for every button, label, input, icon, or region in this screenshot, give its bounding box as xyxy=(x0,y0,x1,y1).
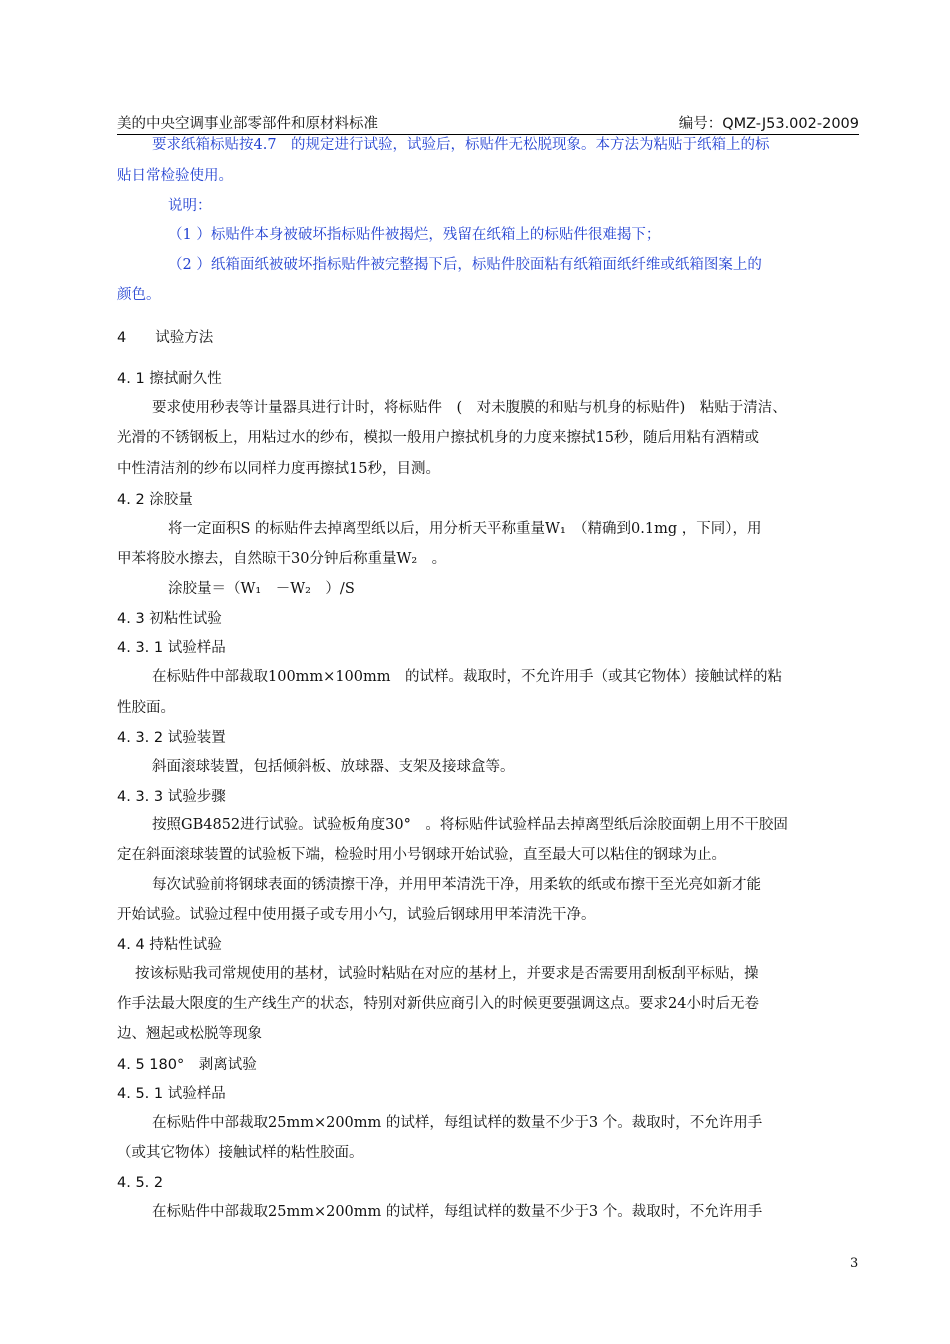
paragraph-line: 按照GB4852进行试验。试验板角度30° 。将标贴件试验样品去掉离型纸后涂胶面朝上用不干胶固 xyxy=(152,817,788,833)
subsection-heading: 4. 5. 2 xyxy=(117,1175,164,1191)
header-doc-number: 编号：QMZ-J53.002-2009 xyxy=(678,116,859,132)
note-item: 颜色。 xyxy=(117,287,161,303)
paragraph-line: 要求使用秒表等计量器具进行计时，将标贴件 ( 对未腹膜的和贴与机身的标贴件) 粘贴于清洁、 xyxy=(152,400,787,416)
section-heading: 4. 2 涂胶量 xyxy=(117,492,193,508)
paragraph-line: 每次试验前将钢球表面的锈渍擦干净，并用甲苯清洗干净，用柔软的纸或布擦干至光亮如新才能 xyxy=(152,877,761,893)
header-title: 美的中央空调事业部零部件和原材料标准 xyxy=(117,116,378,132)
section-heading: 4. 3 初粘性试验 xyxy=(117,611,222,627)
subsection-heading: 4. 3. 3 试验步骤 xyxy=(117,789,226,805)
paragraph-line: 甲苯将胶水擦去，自然晾干30分钟后称重量W₂ 。 xyxy=(117,551,447,567)
subsection-heading: 4. 3. 1 试验样品 xyxy=(117,640,226,656)
page-header xyxy=(117,112,859,135)
note-item: （2 ）纸箱面纸被破坏指标贴件被完整揭下后，标贴件胶面粘有纸箱面纸纤维或纸箱图案上的 xyxy=(168,257,762,273)
formula: 涂胶量＝（W₁ －W₂ ）/S xyxy=(168,581,355,597)
paragraph-line: 在标贴件中部裁取25mm×200mm 的试样，每组试样的数量不少于3 个。裁取时，不允许用手 xyxy=(152,1115,763,1131)
paragraph-line: 性胶面。 xyxy=(117,700,175,716)
paragraph-line: 按该标贴我司常规使用的基材，试验时粘贴在对应的基材上，并要求是否需要用刮板刮平标贴，操 xyxy=(135,966,759,982)
page-number: 3 xyxy=(850,1256,859,1271)
paragraph-line: 在标贴件中部裁取25mm×200mm 的试样，每组试样的数量不少于3 个。裁取时，不允许用手 xyxy=(152,1204,763,1220)
paragraph-line: 开始试验。试验过程中使用摄子或专用小勺，试验后钢球用甲苯清洗干净。 xyxy=(117,907,596,923)
section-heading: 4 试验方法 xyxy=(117,330,214,346)
note-label: 说明： xyxy=(168,198,212,214)
note-item: （1 ）标贴件本身被破坏指标贴件被揭烂，残留在纸箱上的标贴件很难揭下； xyxy=(168,227,661,243)
paragraph-line: 作手法最大限度的生产线生产的状态，特别对新供应商引入的时候更要强调这点。要求24小时后无卷 xyxy=(117,996,759,1012)
paragraph-line: 斜面滚球装置，包括倾斜板、放球器、支架及接球盒等。 xyxy=(152,759,515,775)
intro-line: 贴日常检验使用。 xyxy=(117,168,233,184)
paragraph-line: 光滑的不锈钢板上，用粘过水的纱布，模拟一般用户擦拭机身的力度来擦拭15秒，随后用粘有酒精或 xyxy=(117,430,759,446)
paragraph-line: 中性清洁剂的纱布以同样力度再擦拭15秒，目测。 xyxy=(117,461,440,477)
intro-line: 要求纸箱标贴按4.7 的规定进行试验，试验后，标贴件无松脱现象。本方法为粘贴于纸箱上的标 xyxy=(152,137,770,153)
section-heading: 4. 5 180° 剥离试验 xyxy=(117,1057,257,1073)
section-heading: 4. 4 持粘性试验 xyxy=(117,937,222,953)
section-heading: 4. 1 擦拭耐久性 xyxy=(117,371,222,387)
subsection-heading: 4. 3. 2 试验装置 xyxy=(117,730,226,746)
paragraph-line: 将一定面积S 的标贴件去掉离型纸以后，用分析天平称重量W₁ （精确到0.1mg ，下同），用 xyxy=(168,521,762,537)
paragraph-line: （或其它物体）接触试样的粘性胶面。 xyxy=(117,1145,364,1161)
subsection-heading: 4. 5. 1 试验样品 xyxy=(117,1086,226,1102)
paragraph-line: 边、翘起或松脱等现象 xyxy=(117,1026,262,1042)
paragraph-line: 定在斜面滚球装置的试验板下端，检验时用小号钢球开始试验，直至最大可以粘住的钢球为止。 xyxy=(117,847,726,863)
paragraph-line: 在标贴件中部裁取100mm×100mm 的试样。裁取时，不允许用手（或其它物体）接触试样的粘 xyxy=(152,669,782,685)
